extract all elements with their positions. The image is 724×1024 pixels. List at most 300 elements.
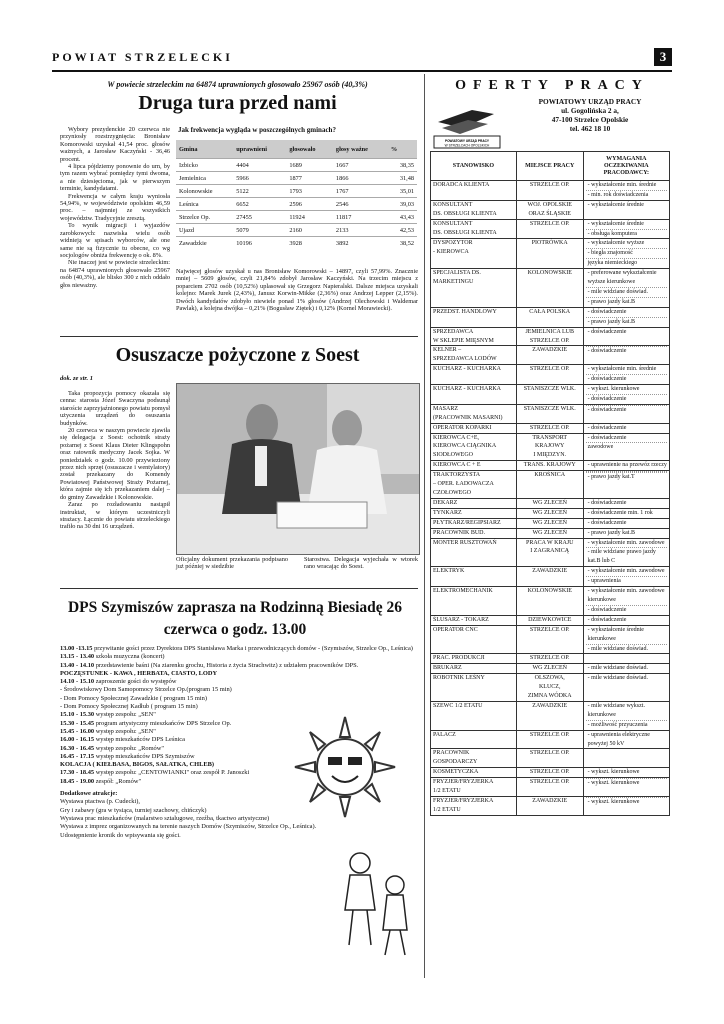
job-requirements <box>583 385 669 405</box>
job-location-line: STRZELCE OP. <box>529 424 570 431</box>
job-title-line: ELEKTROMECHANIK <box>433 588 493 595</box>
jobs-header-row <box>431 152 670 181</box>
job-requirements <box>583 269 669 308</box>
job-row <box>431 181 670 201</box>
table-cell: Kolonowskie <box>176 185 233 198</box>
programme-desc: występ zespołu: „SEN" <box>94 711 156 719</box>
job-title-line: DEKARZ <box>433 499 458 506</box>
job-title-line: - KIEROWCA <box>433 249 469 256</box>
programme-desc: zespół: „Romów" <box>94 777 142 785</box>
job-title <box>431 181 517 201</box>
job-location-line: STRZELCE OP. <box>529 337 570 344</box>
job-requirement: - wykszt. kierunkowe <box>586 797 667 807</box>
job-requirement: - doświadczenie <box>586 405 667 415</box>
office-line: POWIATOWY URZĄD PRACY <box>538 97 642 106</box>
job-title-line: MASARZ <box>433 405 459 412</box>
job-requirement: - wykształcenie min. zawodowe <box>587 568 665 575</box>
job-row <box>431 528 670 538</box>
programme-line <box>60 670 420 678</box>
extras-item: Wystawa z imprez organizowanych na terenie naszych Domów (Szymiszów, Strzelce Op., Leśnica). <box>60 823 317 831</box>
job-row <box>431 674 670 702</box>
job-title-line: DS. OBSŁUGI KLIENTA <box>433 210 497 217</box>
job-location-line: ORAZ ŚLĄSKIE <box>528 210 571 217</box>
extras-item: Udostępnienie kronik do wpisywania się gości. <box>60 831 181 839</box>
photo-caption-right: Starostwa. Delegacja wyjechała w wtorek rano wracając do Soest. <box>304 556 418 571</box>
job-requirement: - uprawnienia elektryczne powyżej 50 kV <box>587 731 650 747</box>
job-title-line: ROBOTNIK LEŚNY <box>433 675 485 682</box>
job-location-line: STRZELCE OP. <box>529 220 570 227</box>
job-title-line: ŚLUSARZ - TOKARZ <box>433 616 489 623</box>
job-location-line: WG ZLECEŃ <box>532 529 567 536</box>
job-requirement: - doświadczenie <box>587 434 627 441</box>
job-requirements <box>583 327 669 346</box>
job-location-line: KROŚNICA <box>534 472 566 479</box>
job-row <box>431 587 670 616</box>
job-location-line: STRZELCE OP. <box>529 769 570 776</box>
job-location <box>516 538 583 567</box>
job-requirements <box>583 730 669 749</box>
job-location <box>516 423 583 433</box>
job-location-line: KRAJOWY <box>535 443 565 450</box>
job-title-line: KIEROWCA C + E <box>433 462 481 469</box>
job-location <box>516 404 583 423</box>
job-location <box>516 615 583 625</box>
job-requirements <box>583 346 669 365</box>
job-location <box>516 498 583 508</box>
programme-time: 15.30 - 15.45 <box>60 719 95 727</box>
job-location <box>516 327 583 346</box>
job-row <box>431 471 670 499</box>
soest-title: Osuszacze pożyczone z Soest <box>115 344 360 366</box>
programme-line <box>60 686 420 694</box>
job-row <box>431 423 670 433</box>
job-location-line: WG ZLECEŃ <box>532 509 567 516</box>
table-cell: 2133 <box>333 224 388 237</box>
job-title <box>431 327 517 346</box>
job-title <box>431 498 517 508</box>
job-location <box>516 307 583 327</box>
job-title-line: 1/2 ETATU <box>433 788 461 795</box>
job-location <box>516 239 583 269</box>
job-title-line: KUCHARZ - KUCHARKA <box>433 386 502 393</box>
table-row <box>176 211 417 224</box>
job-row <box>431 538 670 567</box>
job-title <box>431 615 517 625</box>
job-row <box>431 768 670 778</box>
page-number: 3 <box>654 48 672 66</box>
job-title-line: FRYZJER/FRYZJERKA <box>433 779 494 786</box>
job-location-line: I MIĘDZYN. <box>533 452 567 459</box>
programme-line <box>60 645 420 653</box>
job-location-line: STRZELCE OP. <box>529 655 570 662</box>
job-location-line: ZAWADZKIE <box>532 798 568 804</box>
turnout-table-title: Jak frekwencja wygląda w poszczególnych gminach? <box>178 126 336 134</box>
programme-desc: występ mieszkańców DPS Leśnica <box>94 736 185 744</box>
job-title-line: SIODŁOWEGO <box>433 452 473 459</box>
job-location-line: STRZELCE OP. <box>529 182 570 188</box>
office-line: ul. Gogolińska 2 a, <box>561 106 619 115</box>
job-title-line: – OPER. ŁADOWACZA <box>433 481 494 488</box>
job-location-line: PIOTRÓWKA <box>531 240 568 247</box>
photo-caption-left: Oficjalny dokument przekazania podpisano już później w siedzibie <box>176 556 288 571</box>
table-cell: Ujazd <box>176 224 233 237</box>
job-requirements <box>583 498 669 508</box>
job-location-line: TRANSPORT <box>532 434 568 441</box>
children-illustration <box>335 845 420 960</box>
election-subtitle: W powiecie strzeleckim na 64874 uprawnionych głosowało 25967 osób (40,3%) <box>107 80 368 89</box>
job-location <box>516 219 583 239</box>
programme-time: 13.40 - 14.10 <box>60 661 95 669</box>
job-title <box>431 239 517 269</box>
job-title <box>431 404 517 423</box>
job-row <box>431 615 670 625</box>
job-location <box>516 433 583 461</box>
paragraph: Nie inaczej jest w powiecie strzeleckim: na 64874 uprawnionych głosowało 25967 osób (40,3%), ale blisko 300 z nich oddało głos nieważny. <box>60 259 170 289</box>
column-header: % <box>388 140 417 159</box>
job-location-line: STANISZCZE WLK. <box>523 405 576 412</box>
election-results-note: Najwięcej głosów uzyskał u nas Bronisław Komorowski – 14897, czyli 57,99%. Znacznie mniej – 5609 głosów, czyli 21,84% zdobył Jarosław Kaczyński. Na trzecim miejscu z poparciem 2702 osób (10,52%) uplasował się Grzegorz Napieralski. Dalsze miejsca uzyskali kolejno: Marek Jurek (2,43%), Janusz Korwin-Mikke (2,36%) oraz Andrzej Lepper (2,15%). Dwóch kandydatów zdobyło niewiele ponad 1% głosów (Andrzej Olechowski i Waldemar Pawlak), a kolejna dwójka – 0,21% (Bogusław Ziętek) i 0,12% (Kornel Morawiecki). <box>176 268 418 313</box>
office-line: tel. 462 18 10 <box>569 124 611 133</box>
job-location <box>516 587 583 616</box>
job-title <box>431 423 517 433</box>
table-row <box>176 224 417 237</box>
extras-item: Wystawa ptactwa (p. Cudecki), <box>60 798 141 806</box>
job-row <box>431 625 670 654</box>
job-requirement: - prawo jazdy kat.T <box>586 472 667 482</box>
job-location-line: WG ZLECEŃ <box>532 499 567 506</box>
job-requirements <box>583 508 669 518</box>
table-cell: 27455 <box>233 211 286 224</box>
job-requirement: - doświadczenie <box>587 424 627 431</box>
job-title-line: KOSMETYCZKA <box>433 769 479 776</box>
job-requirement: - mile widziane doświad. <box>587 675 648 682</box>
table-cell: 2160 <box>286 224 333 237</box>
job-location <box>516 701 583 730</box>
job-title-line: PRACOWNIK BUD. <box>433 529 486 536</box>
job-location-line: ZIMNA WÓDKA <box>527 693 572 700</box>
job-title-line: MARKETINGU <box>433 279 474 286</box>
job-row <box>431 664 670 674</box>
job-title-line: PALACZ <box>433 731 456 738</box>
column-header: STANOWISKO <box>431 152 517 181</box>
job-requirements <box>583 404 669 423</box>
job-location-line: STRZELCE OP. <box>529 779 570 786</box>
job-title-line: GOSPODARCZY <box>433 759 478 766</box>
job-location <box>516 365 583 385</box>
job-requirement: - wykszt. kierunkowe <box>587 386 640 393</box>
job-location-line: JEMIELNICA LUB <box>525 328 574 335</box>
programme-line <box>60 703 420 711</box>
job-row <box>431 385 670 405</box>
programme-desc: program artystyczny mieszkańców DPS Strzelce Op. <box>94 719 232 727</box>
table-cell: 4404 <box>233 159 286 172</box>
job-location-line: STRZELCE OP. <box>529 731 570 738</box>
svg-text:W STRZELCACH OPOLSKICH: W STRZELCACH OPOLSKICH <box>444 143 490 148</box>
job-requirements <box>583 181 669 201</box>
table-cell: 3892 <box>333 237 388 250</box>
job-row <box>431 461 670 471</box>
column-header: MIEJSCE PRACY <box>516 152 583 181</box>
programme-time: KOLACJA ( KIEŁBASA, BIGOS, SAŁATKA, CHLEB) <box>60 761 214 769</box>
column-header: Gmina <box>176 140 233 159</box>
job-row <box>431 307 670 327</box>
job-title-line: 1/2 ETATU <box>433 806 461 813</box>
job-row <box>431 508 670 518</box>
table-cell: Zawadzkie <box>176 237 233 250</box>
job-location-line: KOLONOWSKIE <box>527 270 572 277</box>
job-location <box>516 346 583 365</box>
programme-desc: występ zespołu: „CENTOWIANKI" oraz zespół P. Janoszki <box>94 769 250 777</box>
job-title-line: TYNKARZ <box>433 509 462 516</box>
column-header: głosowało <box>286 140 333 159</box>
job-title <box>431 200 517 219</box>
job-location-line: KOLONOWSKIE <box>527 588 572 595</box>
job-title <box>431 768 517 778</box>
job-requirements <box>583 587 669 616</box>
extras-title-text: Dodatkowe atrakcje: <box>60 790 118 798</box>
svg-text:POWIATOWY URZĄD PRACY: POWIATOWY URZĄD PRACY <box>444 139 490 143</box>
job-title-line: SPECJALISTA DS. <box>433 270 481 277</box>
job-requirement: - doświadczenie <box>586 394 667 404</box>
table-cell: 43,43 <box>388 211 417 224</box>
handover-photo <box>176 383 420 555</box>
job-row <box>431 797 670 816</box>
job-title-line: KONSULTANT <box>433 201 473 208</box>
job-requirement: - prawo jazdy kat.B <box>586 297 667 307</box>
job-title <box>431 664 517 674</box>
programme-time: 18.45 - 19.00 <box>60 777 95 785</box>
job-title-line: KELNER – <box>433 347 462 354</box>
table-row <box>176 237 417 250</box>
job-location-line: STRZELCE OP. <box>529 626 570 633</box>
job-row <box>431 498 670 508</box>
programme-desc: występ zespołu: „Romów" <box>94 744 164 752</box>
programme-time: 16.30 - 16.45 <box>60 744 95 752</box>
job-title-line: OPERATOR CNC <box>433 626 478 633</box>
job-row <box>431 567 670 587</box>
election-title: Druga tura przed nami <box>138 92 337 114</box>
programme-desc: przedstawienie baśni (Na ziarenku grochu, Historia z życia Strachwitz) z udziałem pracowników DPS. <box>94 661 359 669</box>
job-location <box>516 181 583 201</box>
job-title-line: (PRACOWNIK MASARNI) <box>433 414 503 421</box>
job-requirement: - doświadczenie min. 1 rok <box>587 509 653 516</box>
job-requirements <box>583 528 669 538</box>
paragraph: Wybory prezydenckie 20 czerwca nie przyniosły rozstrzygnięcia: Bronisław Komorowski uzyskał 41,54 proc. głosów ważnych, a Jarosław Kaczyński - 36,46 procent. <box>60 126 170 163</box>
job-title-line: DYSPOZYTOR <box>433 240 473 247</box>
job-title-line: BRUKARZ <box>433 665 462 672</box>
job-title-line: SZEWC 1/2 ETATU <box>433 702 483 709</box>
job-requirement: - doświadczenie <box>587 499 627 506</box>
job-requirements <box>583 768 669 778</box>
programme-time: 17.30 - 18.45 <box>60 769 95 777</box>
job-location-line: TRANS. KRAJOWY <box>523 462 576 469</box>
job-requirement: - wykształcenie min. średnie <box>587 366 657 373</box>
programme-time: 14.10 - 15.10 <box>60 678 95 686</box>
job-requirement: - możliwość przyuczenia <box>586 720 667 730</box>
table-cell: Izbicko <box>176 159 233 172</box>
job-requirement: - doświadczenie <box>587 519 627 526</box>
table-cell: 1667 <box>333 159 388 172</box>
job-location <box>516 654 583 664</box>
table-cell: Strzelce Op. <box>176 211 233 224</box>
job-title-line: KONSULTANT <box>433 220 473 227</box>
job-title-line: CZOŁOWEGO <box>433 490 471 496</box>
table-row <box>176 198 417 211</box>
column-header: uprawnieni <box>233 140 286 159</box>
job-requirements <box>583 567 669 587</box>
programme-time: 15.45 - 16.00 <box>60 727 95 735</box>
job-requirement: - mile widziane doświad. <box>587 665 648 672</box>
table-cell: 2596 <box>286 198 333 211</box>
job-title <box>431 471 517 499</box>
job-location-line: PRACA W KRAJU <box>525 539 574 546</box>
programme-line <box>60 695 420 703</box>
job-location <box>516 625 583 654</box>
programme-time: POCZĘSTUNEK - KAWA , HERBATA, CIASTO, LODY <box>60 669 218 677</box>
programme-time: 16.00 - 16.15 <box>60 736 95 744</box>
table-cell: 1793 <box>286 185 333 198</box>
job-requirement: - biegła znajomość <box>586 248 667 258</box>
table-cell: 6652 <box>233 198 286 211</box>
table-cell: 10196 <box>233 237 286 250</box>
job-location <box>516 200 583 219</box>
job-location <box>516 518 583 528</box>
job-requirements <box>583 219 669 239</box>
job-requirements <box>583 674 669 702</box>
job-requirement: - wykształcenie min. zawodowe kierunkowe <box>587 588 665 603</box>
job-title <box>431 701 517 730</box>
extras-item: Gry i zabawy (gra w tysiąca, turniej szachowy, chińczyk) <box>60 806 207 814</box>
job-requirements <box>583 365 669 385</box>
job-location <box>516 674 583 702</box>
job-row <box>431 730 670 749</box>
job-location-line: CAŁA POLSKA <box>529 308 571 315</box>
job-location <box>516 664 583 674</box>
job-location-line: ZAWADZKIE <box>532 347 568 354</box>
job-location <box>516 778 583 797</box>
table-cell: 11817 <box>333 211 388 224</box>
employment-office-logo <box>432 102 502 150</box>
job-requirements <box>583 615 669 625</box>
job-title-line: KIEROWCA C+E, <box>433 434 480 441</box>
job-title-line: MONTER RUSZTOWAŃ <box>433 539 497 546</box>
programme-desc: - Dom Pomocy Społecznej Kadłub ( program 15 min) <box>60 703 198 711</box>
dps-title: DPS Szymiszów zaprasza na Rodzinną Biesiadę 26 czerwca o godz. 13.00 <box>67 599 403 638</box>
job-requirement: - wykształcenie min. zawodowe <box>587 539 665 546</box>
table-header-row <box>176 140 417 159</box>
table-cell: 42,53 <box>388 224 417 237</box>
job-location-line: WOJ. OPOLSKIE <box>527 201 572 208</box>
job-row <box>431 269 670 308</box>
job-requirement: - prawo jazdy kat.B <box>587 529 635 536</box>
job-title <box>431 797 517 816</box>
job-location-line: STRZELCE OP. <box>529 750 570 757</box>
paragraph: 20 czerwca w naszym powiecie zjawiła się delegacja z Soest: ochotnik straży pożarnej z Soest Klaus Dieter Klingspohn oraz ratownik medyczny Jacek Sojka. W poniedziałek o godz. 10.00 przywieziony przez nich sprzęt (osuszacze i wentylatory) został przekazany do Komendy Powiatowej Państwowej Straży Pożarnej, która zajmie się ich przekazaniem dalej – do gminy Zawadzkie i Kolonowskie. <box>60 427 170 501</box>
job-title <box>431 528 517 538</box>
job-requirement: - wykształcenie min. średnie <box>587 182 657 188</box>
table-cell: Jemielnica <box>176 172 233 185</box>
job-location <box>516 730 583 749</box>
programme-desc: - Środowiskowy Dom Samopomocy Strzelce Op.(program 15 min) <box>60 686 232 694</box>
table-cell: 39,03 <box>388 198 417 211</box>
job-requirement: - uprawnienie na przewóz rzeczy <box>587 462 667 469</box>
job-location-line: DZIEWKOWICE <box>528 616 572 623</box>
job-requirement: - min. rok doświadczenia <box>586 190 667 200</box>
job-title <box>431 385 517 405</box>
job-requirements <box>583 423 669 433</box>
programme-time: 13.15 - 13.40 <box>60 653 95 661</box>
job-title-line: PŁYTKARZ/REGIPSIARZ <box>433 519 501 526</box>
job-row <box>431 433 670 461</box>
job-requirement: języka niemieckiego <box>586 258 667 268</box>
job-location <box>516 471 583 499</box>
job-location-line: ZAWADZKIE <box>532 568 568 575</box>
job-title-line: KIEROWCA CIĄGNIKA <box>433 443 497 450</box>
job-row <box>431 518 670 528</box>
job-location-line: OLSZOWA, <box>534 675 565 682</box>
job-offers-table <box>430 151 670 816</box>
job-requirement: - doświadczenie <box>587 308 627 315</box>
job-requirements <box>583 778 669 797</box>
table-cell: 35,01 <box>388 185 417 198</box>
job-location <box>516 385 583 405</box>
table-cell: 3928 <box>286 237 333 250</box>
job-requirement: - wykształcenie średnie kierunkowe <box>587 626 644 642</box>
job-title <box>431 433 517 461</box>
job-location <box>516 749 583 768</box>
job-row <box>431 346 670 365</box>
employment-office-address <box>510 97 670 133</box>
job-location <box>516 797 583 816</box>
job-requirement: - wykszt. kierunkowe <box>586 778 667 788</box>
job-requirements <box>583 461 669 471</box>
job-title <box>431 625 517 654</box>
job-row <box>431 701 670 730</box>
job-title <box>431 749 517 768</box>
job-row <box>431 219 670 239</box>
job-requirements <box>583 307 669 327</box>
job-requirements <box>583 433 669 461</box>
job-title <box>431 778 517 797</box>
job-requirement: - wykszt. kierunkowe <box>587 769 640 776</box>
column-divider <box>424 74 425 978</box>
job-title <box>431 518 517 528</box>
job-requirements <box>583 749 669 768</box>
job-title <box>431 461 517 471</box>
job-requirement: - mile widziane prawo jazdy kat.B lub C <box>586 547 667 566</box>
section-rule <box>60 588 418 589</box>
job-title-line: PRACOWNIK <box>433 750 470 757</box>
job-requirements <box>583 625 669 654</box>
job-requirements <box>583 518 669 528</box>
table-row <box>176 185 417 198</box>
job-title-line: DS. OBSŁUGI KLIENTA <box>433 229 497 236</box>
job-title <box>431 365 517 385</box>
job-requirement: - wykształcenie średnie <box>587 201 644 208</box>
table-cell: 31,48 <box>388 172 417 185</box>
job-title-line: SPRZEDAWCA <box>433 328 474 335</box>
continued-label: dok. ze str. 1 <box>60 375 94 382</box>
job-title <box>431 587 517 616</box>
job-requirement: - mile widziane wykszt. kierunkowe <box>587 702 645 718</box>
job-title <box>431 730 517 749</box>
job-title <box>431 307 517 327</box>
job-title <box>431 674 517 702</box>
job-location-line: I ZAGRANICĄ <box>530 548 570 555</box>
job-requirements <box>583 471 669 499</box>
job-requirement: - prawo jazdy kat.B <box>586 317 667 327</box>
job-offers-header: OFERTY PRACY <box>455 78 649 93</box>
